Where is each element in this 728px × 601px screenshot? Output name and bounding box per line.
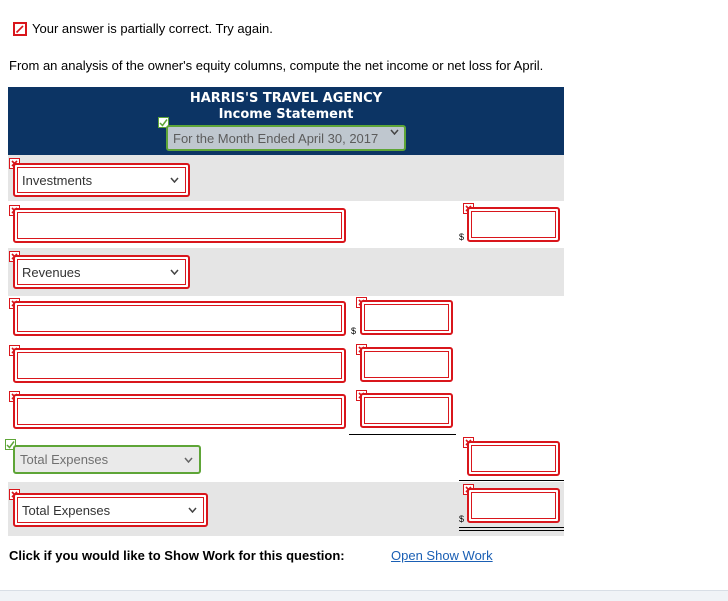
double-underline-bottom [459, 530, 564, 531]
account-select-3-value: Revenues [22, 264, 81, 280]
description-input-6[interactable] [13, 394, 346, 429]
open-show-work-link[interactable]: Open Show Work [391, 548, 493, 563]
account-select-3[interactable] [13, 255, 190, 289]
footer-bar [0, 590, 728, 601]
chevron-down-icon [170, 177, 179, 183]
account-select-7[interactable] [13, 445, 201, 474]
account-select-1-value: Investments [22, 172, 93, 188]
chevron-down-icon [184, 457, 193, 463]
amount-input-6[interactable] [360, 393, 453, 428]
amount-input-total-7[interactable] [467, 441, 560, 476]
description-input-5[interactable] [13, 348, 346, 383]
chevron-down-icon [170, 269, 179, 275]
double-underline-top [459, 527, 564, 528]
amount-input-5[interactable] [360, 347, 453, 382]
dollar-sign: $ [351, 326, 357, 336]
period-select[interactable] [166, 125, 406, 151]
statement-title: Income Statement [218, 107, 354, 122]
feedback-text: Your answer is partially correct. Try again. [32, 21, 273, 36]
amount-input-total-2[interactable] [467, 207, 560, 242]
chevron-down-icon [188, 507, 197, 513]
subtotal-underline [349, 434, 456, 435]
dollar-sign: $ [459, 232, 465, 242]
question-prompt: From an analysis of the owner's equity columns, compute the net income or net loss for April. [9, 58, 544, 73]
show-work-label: Click if you would like to Show Work for this question: [9, 548, 345, 563]
account-select-1[interactable] [13, 163, 190, 197]
account-select-8[interactable] [13, 493, 208, 527]
chevron-down-icon [390, 129, 399, 135]
company-name: HARRIS'S TRAVEL AGENCY [189, 91, 383, 106]
description-input-4[interactable] [13, 301, 346, 336]
description-input-2[interactable] [13, 208, 346, 243]
feedback-message [13, 21, 273, 36]
amount-input-total-8[interactable] [467, 488, 560, 523]
dollar-sign: $ [459, 514, 465, 524]
account-select-8-value: Total Expenses [22, 502, 111, 518]
period-value: For the Month Ended April 30, 2017 [173, 130, 379, 146]
account-select-7-value: Total Expenses [20, 452, 109, 467]
pencil-icon [13, 22, 27, 36]
amount-input-4[interactable] [360, 300, 453, 335]
total-underline [459, 480, 564, 481]
